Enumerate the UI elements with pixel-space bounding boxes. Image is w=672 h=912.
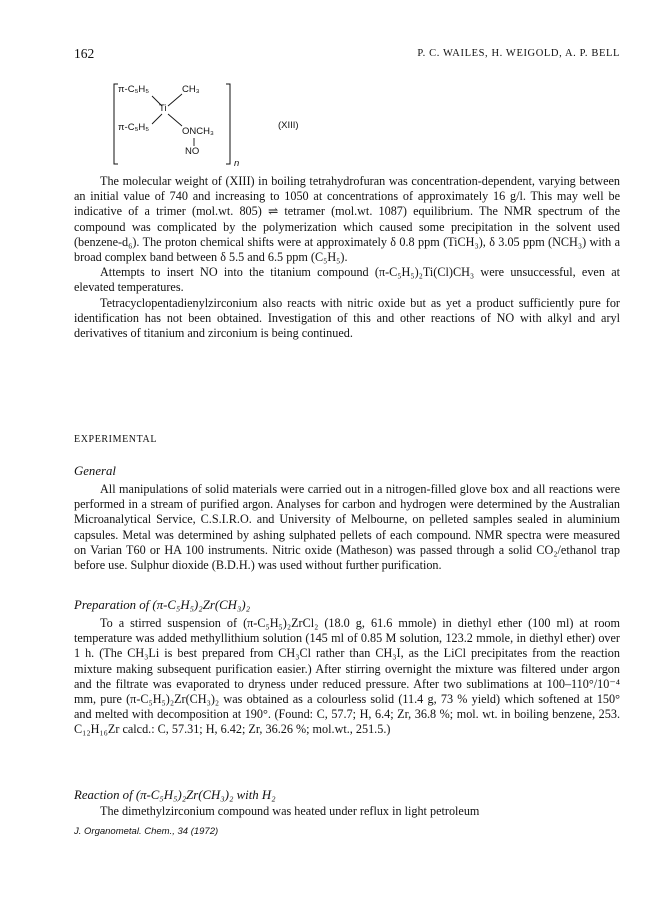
polymer-subscript: n xyxy=(234,158,240,169)
paragraph-reaction: The dimethylzirconium compound was heated under reflux in light petroleum xyxy=(100,804,480,818)
structure-label: (XIII) xyxy=(278,120,299,131)
atom-onch3: ONCH₃ xyxy=(182,126,214,137)
page-number: 162 xyxy=(74,46,95,61)
paragraph-molecular-weight: The molecular weight of (XIII) in boiling tetrahydrofuran was concentration-dependent, varying between an initial value of 740 and increasing to 1050 at concentrations of approximately 16 g/l. This may well be indicative of a trimer (mol.wt. 805) ⇌ tetramer (mol.wt. 1087) equilibrium. The NMR spectrum of the compound was complicated by the polymerization which caused some precipitation in the solvent used (benzene-d₆). The proton chemical shifts were at approximately δ 0.8 ppm (TiCH₃), δ 3.05 ppm (NCH₃) with a broad complex band between δ 5.5 and 6.5 ppm (C₅H₅). xyxy=(74,174,620,265)
atom-ti: Ti xyxy=(159,103,167,114)
paragraph-titanium-attempt: Attempts to insert NO into the titanium compound (π-C₅H₅)₂Ti(Cl)CH₃ were unsuccessful, even at elevated temperatures. xyxy=(74,265,620,295)
intro-text xyxy=(74,174,620,341)
subheading-reaction: Reaction of (π-C₅H₅)₂Zr(CH₃)₂ with H₂ xyxy=(74,788,276,802)
subheading-preparation: Preparation of (π-C₅H₅)₂Zr(CH₃)₂ xyxy=(74,598,251,612)
chemical-structure xyxy=(100,80,300,170)
atom-ch3: CH₃ xyxy=(182,84,200,95)
subheading-general: General xyxy=(74,464,116,478)
page-header xyxy=(74,46,620,64)
atom-cp-top: π-C₅H₅ xyxy=(118,84,150,95)
running-head: P. C. WAILES, H. WEIGOLD, A. P. BELL xyxy=(417,48,620,59)
journal-footer: J. Organometal. Chem., 34 (1972) xyxy=(74,826,219,837)
paragraph-preparation: To a stirred suspension of (π-C₅H₅)₂ZrCl₂ (18.0 g, 61.6 mmole) in diethyl ether (100 ml) at room temperature was added methyllithium solution (145 ml of 0.85 M solution, 123.2 mmole, in diethyl ether) over 1 h. (The CH₃Li is best prepared from CH₃Cl rather than CH₃I, as the LiCl precipitates from the reaction mixture making subsequent purification easier.) After stirring overnight the mixture was filtered under argon and the filtrate was evaporated to dryness under reduced pressure. After two sublimations at 100–110°/10⁻⁴ mm, pure (π-C₅H₅)₂Zr(CH₃)₂ was obtained as a colourless solid (11.4 g, 73 % yield) which softened at 150° and melted with decomposition at 190°. (Found: C, 57.7; H, 6.4; Zr, 36.8 %; mol. wt. in boiling benzene, 253. C₁₂H₁₆Zr calcd.: C, 57.31; H, 6.42; Zr, 36.26 %; mol.wt., 251.5.) xyxy=(74,616,620,737)
general-text xyxy=(74,482,620,573)
preparation-text xyxy=(74,616,620,738)
section-heading-experimental: EXPERIMENTAL xyxy=(74,434,158,445)
atom-no: NO xyxy=(185,146,200,157)
atom-cp-bottom: π-C₅H₅ xyxy=(118,122,150,133)
reaction-text xyxy=(74,804,620,819)
paragraph-zirconium: Tetracyclopentadienylzirconium also reacts with nitric oxide but as yet a product sufficiently pure for identification has not been obtained. Investigation of this and other reactions of NO with alkyl and aryl derivatives of titanium and zirconium is being continued. xyxy=(74,295,620,341)
paragraph-general: All manipulations of solid materials were carried out in a nitrogen-filled glove box and all reactions were performed in a stream of purified argon. Analyses for carbon and hydrogen were determined by the Australian Microanalytical Service, C.S.I.R.O. and University of Melbourne, on pelleted samples sealed in aluminium capsules. Metal was determined by ashing sulphated pellets of each compound. NMR spectra were measured on Varian T60 or HA 100 instruments. Nitric oxide (Matheson) was passed through a solid CO₂/ethanol trap before use. Sulphur dioxide (B.D.H.) was used without further purification. xyxy=(74,482,620,573)
